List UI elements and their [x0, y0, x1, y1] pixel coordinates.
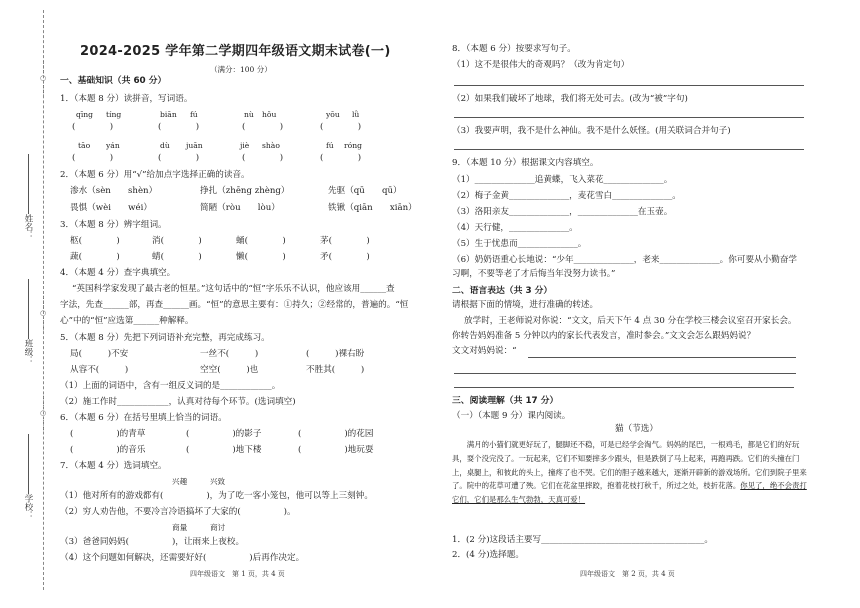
q7-sub-3: （3）爸爸同妈妈( )，让雨来上夜校。 — [60, 537, 245, 547]
section-2-instruction: 请根据下面的情境，进行准确的转述。 — [452, 300, 599, 310]
phrase-fill[interactable]: ( )的花园 — [298, 429, 374, 439]
pinyin-2a: biān — [160, 110, 177, 119]
pinyin-2b: fú — [190, 110, 198, 119]
phrase-fill[interactable]: ( )的青草 — [70, 429, 146, 439]
name-field[interactable] — [22, 150, 34, 240]
q9-sub[interactable]: （4）天行健，______________。 — [452, 223, 578, 233]
reading-choice[interactable]: 挣扎（zhēng zhèng） — [200, 186, 290, 196]
word-group-item[interactable]: 柩( ) — [70, 236, 120, 246]
answer-paren[interactable]: ( ) — [242, 153, 284, 163]
word-group-item[interactable]: 蛹( ) — [236, 236, 286, 246]
q9-sub[interactable]: （3）洛阳亲友______________，______________在玉壶。 — [452, 207, 673, 217]
passage-title: 猫（节选） — [615, 424, 658, 434]
full-score: （满分：100 分） — [210, 65, 272, 74]
q4-text-line: 心”中的“恒”应选第______种解释。 — [60, 316, 194, 326]
q8-sub-3: （3）我要声明，我不是什么神仙。我不是什么妖怪。(用关联词合并句子) — [452, 126, 731, 136]
school-field[interactable] — [22, 430, 34, 520]
reading-q2: 2．(4 分)选择题。 — [452, 550, 524, 560]
q9-sub-cont: 习啊，不要等老了才后悔当年没努力读书。” — [452, 269, 616, 279]
idiom-fill[interactable]: 一丝不( ) — [200, 349, 259, 359]
pinyin-4b: lǜ — [352, 110, 360, 119]
pinyin-5a: tāo — [78, 141, 91, 150]
page-footer-left: 四年级语文 第 1 页，共 4 页 — [190, 570, 285, 578]
answer-line[interactable] — [454, 116, 804, 118]
pinyin-1a: qīng — [76, 110, 94, 119]
cut-mark: ⋯⋯○⋯⋯ — [39, 295, 47, 331]
scenario-line: 你转告妈妈准备 5 分钟以内的家长代表发言，准时参会。”文文会怎么跟妈妈说？ — [452, 331, 756, 341]
reading-q1: 1．(2 分)这段话主要写______________________________________。 — [452, 535, 713, 545]
answer-paren[interactable]: ( ) — [72, 153, 114, 163]
page-right — [440, 0, 860, 608]
cut-mark: ⋯⋯○⋯⋯ — [39, 395, 47, 431]
word-group-item[interactable]: 蜻( ) — [152, 252, 202, 262]
passage-underlined-sentence: 你见了，绝不会责打它们，它们是那么生气勃勃，天真可爱！ — [452, 481, 807, 505]
scenario-line: 放学时，王老师说对你说：“文文，后天下午 4 点 30 分在学校三楼会议室召开家长会。 — [464, 316, 797, 326]
q7-sub-4: （4）这个问题如何解决，还需要好好( )后再作决定。 — [60, 553, 305, 563]
reading-choice[interactable]: 先驱（qū qū） — [328, 186, 402, 196]
pinyin-1b: tíng — [106, 110, 122, 119]
reading-choice[interactable]: 渗水（sèn shèn） — [70, 186, 158, 196]
question-9: 9．（本题 10 分）根据课文内容填空。 — [452, 158, 599, 168]
pinyin-8b: róng — [344, 141, 362, 150]
page-footer-right: 四年级语文 第 2 页，共 4 页 — [580, 570, 675, 578]
idiom-fill[interactable]: 局( )不安 — [70, 349, 129, 359]
q7-sub-2: （2）穷人劝告他，不要冷言冷语搞坏了大家的( )。 — [60, 507, 296, 517]
q7-sub-1: （1）他对所有的游戏都有( )，为了吃一客小笼包，他可以等上三刻钟。 — [60, 491, 373, 501]
word-choices-2: 商量 商讨 — [172, 523, 226, 532]
q8-sub-1: （1）这不是很伟大的奇观吗？（改为肯定句） — [452, 60, 630, 70]
passage-text: 满月的小猫们就更好玩了，腿脚还不稳，可是已经学会淘气。妈妈的尾巴，一根鸡毛，都是它们的好玩具，耍个没完没了。一玩起来，它们不知要摔多少跟头，但是跌倒了马上起来，再跑再跌。它们的头撞在门上，桌腿上，和彼此的头上，撞疼了也不哭。它们的胆子越来越大，逐渐开辟新的游戏场所。它们到院子里来了。院中的花草可遭了殃。它们在花盆里摔跤，抱着花枝打秋千，所过之处，枝折花落。你见了，绝不会责打它们，它们是那么生气勃勃，天真可爱！ — [452, 440, 807, 505]
phrase-fill[interactable]: ( )的影子 — [186, 429, 262, 439]
q8-sub-2: （2）如果我们破坏了地球，我们将无处可去。(改为“被”字句) — [452, 94, 688, 104]
answer-line[interactable] — [454, 84, 804, 86]
idiom-fill[interactable]: 空空( )也 — [200, 365, 259, 375]
answer-paren[interactable]: ( ) — [320, 153, 362, 163]
pinyin-7b: shào — [262, 141, 280, 150]
answer-paren[interactable]: ( ) — [72, 122, 114, 132]
name-label: 姓名： — [23, 214, 33, 240]
class-field[interactable] — [22, 275, 34, 365]
q5-sub-2: （2）施工作时____________，认真对待每个环节。(选词填空) — [60, 397, 296, 407]
answer-paren[interactable]: ( ) — [242, 122, 284, 132]
pinyin-6b: juān — [186, 141, 203, 150]
q9-sub[interactable]: （6）奶奶语重心长地说：“少年______________，老来______________。你可要从小勤奋学 — [452, 255, 798, 265]
q4-text-line: “英国科学家发现了最古老的恒星。”这句话中的“恒”字乐乐不认识，他应该用______查 — [72, 284, 395, 294]
answer-paren[interactable]: ( ) — [320, 122, 362, 132]
phrase-fill[interactable]: ( )地下楼 — [186, 445, 262, 455]
reading-choice[interactable]: 铁锹（qiān xiān） — [328, 203, 417, 213]
school-label: 学校： — [23, 494, 33, 520]
class-label: 班级： — [23, 339, 33, 365]
section-2-heading: 二、语言表达（共 3 分） — [452, 286, 553, 296]
question-8: 8．（本题 6 分）按要求写句子。 — [452, 44, 576, 54]
idiom-fill[interactable]: ( )裸右盼 — [306, 349, 365, 359]
question-7: 7．（本题 4 分）选词填空。 — [60, 461, 167, 471]
section-1-heading: 一、基础知识（共 60 分） — [60, 76, 167, 86]
question-4: 4．（本题 4 分）查字典填空。 — [60, 268, 176, 278]
q9-sub[interactable]: （2）梅子金黄______________，麦花雪白______________。 — [452, 191, 681, 201]
section-3-heading: 三、阅读理解（共 17 分） — [452, 396, 559, 406]
word-group-item[interactable]: 消( ) — [152, 236, 202, 246]
phrase-fill[interactable]: ( )地玩耍 — [298, 445, 374, 455]
answer-line[interactable] — [528, 356, 796, 358]
phrase-fill[interactable]: ( )的音乐 — [70, 445, 146, 455]
reading-choice[interactable]: 畏惧（wèi wéi） — [70, 203, 152, 213]
retell-prompt: 文文对妈妈说：“ — [452, 346, 517, 356]
idiom-fill[interactable]: 不胜其( ) — [306, 365, 365, 375]
q9-sub[interactable]: （1）______________追黄蝶，飞入菜花______________。 — [452, 175, 673, 185]
question-6: 6．（本题 6 分）在括号里填上恰当的词语。 — [60, 413, 227, 423]
word-group-item[interactable]: 茅( ) — [320, 236, 370, 246]
question-1: 1．（本题 8 分）读拼音，写词语。 — [60, 94, 193, 104]
q5-sub-1: （1）上面的词语中，含有一组反义词的是____________。 — [60, 381, 281, 391]
q9-sub[interactable]: （5）生于忧患而______________。 — [452, 239, 587, 249]
word-group-item[interactable]: 懒( ) — [236, 252, 286, 262]
idiom-fill[interactable]: 从容不( ) — [70, 365, 129, 375]
pinyin-3a: nù — [244, 110, 254, 119]
reading-choice[interactable]: 简陋（ròu lòu） — [200, 203, 280, 213]
pinyin-6a: dù — [160, 141, 170, 150]
pinyin-8a: fú — [326, 141, 334, 150]
question-3: 3．（本题 8 分）辨字组词。 — [60, 220, 167, 230]
answer-paren[interactable]: ( ) — [158, 122, 200, 132]
binding-margin — [0, 0, 50, 608]
word-choices-1: 兴趣 兴致 — [172, 477, 226, 486]
q4-text-line: 字法，先查______部，再查______画。“恒”的意思主要有：①持久；②经常的，普遍的。“恒 — [60, 300, 409, 310]
answer-paren[interactable]: ( ) — [158, 153, 200, 163]
exam-title: 2024-2025 学年第二学期四年级语文期末试卷(一) — [80, 44, 391, 59]
answer-line[interactable] — [454, 386, 794, 388]
pinyin-5b: yán — [106, 141, 120, 150]
pinyin-4a: yōu — [326, 110, 340, 119]
cut-mark: ⋯⋯○⋯⋯ — [39, 60, 47, 96]
question-5: 5．（本题 8 分）先把下列词语补充完整，再完成练习。 — [60, 333, 270, 343]
pinyin-7a: jiè — [240, 141, 250, 150]
pinyin-3b: hǒu — [262, 110, 277, 119]
question-2: 2．（本题 6 分）用“√”给加点字选择正确的读音。 — [60, 170, 250, 180]
word-group-item[interactable]: 蔬( ) — [70, 252, 120, 262]
word-group-item[interactable]: 矛( ) — [320, 252, 370, 262]
reading-part-1: （一）（本题 9 分）课内阅读。 — [452, 411, 571, 421]
answer-line[interactable] — [454, 148, 804, 150]
answer-line[interactable] — [454, 372, 796, 374]
